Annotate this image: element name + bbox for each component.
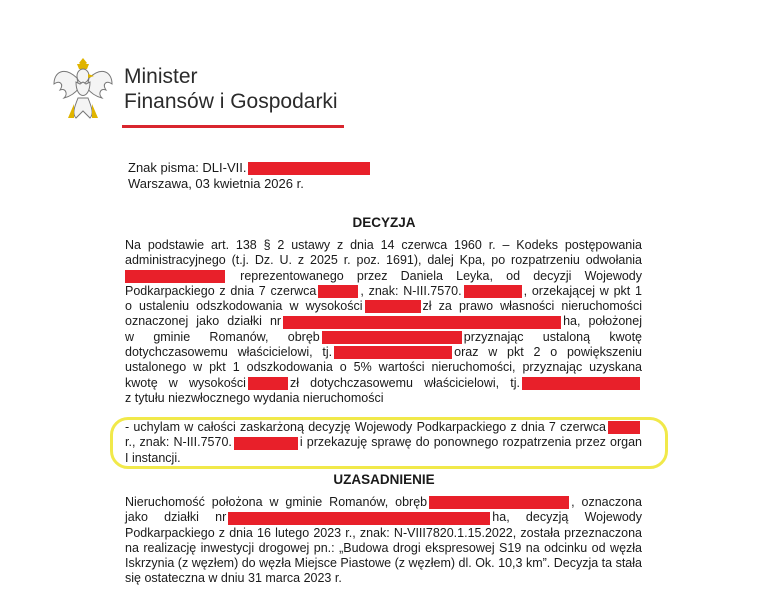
decision-text: przyznając ustaloną kwotę [463, 329, 643, 344]
redaction-box [248, 162, 370, 175]
decision-line: administracyjnego (t.j. Dz. U. z 2025 r. poz. 1691), dalej Kpa, po rozpatrzeniu odwołania [125, 253, 642, 268]
justification-line [125, 510, 642, 525]
decision-text: reprezentowanego przez Daniela Leyka, od decyzji Wojewody [240, 268, 642, 283]
justification-text: Nieruchomość położona w gminie Romanów, obręb [125, 495, 428, 509]
decision-text: , orzekającej w pkt 1 [523, 283, 642, 298]
decision-line [125, 345, 642, 360]
justification-text: , oznaczona [571, 495, 642, 509]
eagle-emblem-icon [52, 56, 114, 126]
decision-text: oraz w pkt 2 o powiększeniu [454, 345, 642, 360]
decision-line [125, 299, 642, 314]
decision-line [125, 284, 642, 299]
redaction-box [522, 377, 640, 390]
redaction-box [608, 421, 640, 434]
decision-line: ustalonego w pkt 1 odszkodowania o 5% wartości nieruchomości, przyznając uzyskana [125, 360, 642, 375]
decision-line: z tytułu niezwłocznego wydania nieruchomości [125, 390, 384, 405]
redaction-box [234, 437, 298, 450]
decision-text: o ustaleniu odszkodowania w wysokości [125, 299, 363, 314]
ruling-text: - uchylam w całości zaskarżoną decyzję Wojewody Podkarpackiego z dnia 7 czerwca [125, 420, 606, 434]
redaction-box [365, 300, 421, 313]
justification-line: Iskrzynia (z węzłem) do węzła Miejsce Piastowe (z węzłem) dl. Ok. 10,3 km”. Decyzja ta stała [125, 556, 642, 571]
ministry-title [124, 64, 338, 114]
decision-line [125, 269, 642, 284]
decision-line [125, 330, 642, 345]
redaction-box [334, 346, 452, 359]
redaction-box [248, 377, 288, 390]
redaction-box [228, 512, 490, 525]
justification-heading: UZASADNIENIE [333, 472, 435, 487]
decision-text: zł dotychczasowemu właścicielowi, tj. [289, 375, 521, 390]
ruling-body [125, 420, 642, 466]
ministry-title-line2: Finansów i Gospodarki [124, 90, 338, 113]
ruling-line: I instancji. [125, 450, 181, 465]
decision-text: zł za prawo własności nieruchomości [422, 299, 642, 314]
justification-line: się ostateczna w dniu 31 marca 2023 r. [125, 571, 342, 586]
decision-text: dotychczasowemu właścicielowi, tj. [125, 345, 333, 360]
redaction-box [283, 316, 561, 329]
decision-line [125, 376, 642, 391]
decision-text: w gminie Romanów, obręb [125, 329, 320, 344]
ruling-text: i przekazuję sprawę do ponownego rozpatrzenia przez organ [299, 435, 643, 450]
decision-text: kwotę w wysokości [125, 375, 246, 390]
ruling-text: r., znak: N-III.7570. [125, 435, 232, 450]
reference-label: Znak pisma: DLI-VII. [128, 160, 247, 175]
decision-text: ha, położonej [563, 314, 642, 329]
decision-text: , znak: N-III.7570. [360, 283, 462, 298]
justification-line [125, 495, 642, 510]
decision-text: oznaczonej jako działki nr [125, 314, 282, 329]
justification-line: na realizację inwestycji drogowej pn.: „Budowa drogi ekspresowej S19 na odcinku od węzła [125, 540, 642, 555]
redaction-box [464, 285, 522, 298]
ruling-line [125, 435, 642, 450]
decision-line [125, 314, 642, 329]
justification-body [125, 495, 642, 587]
ruling-line [125, 420, 642, 435]
justification-text: jako działki nr [125, 510, 227, 525]
header-accent-line [122, 125, 344, 128]
date-line: Warszawa, 03 kwietnia 2026 r. [128, 176, 304, 191]
redaction-box [429, 496, 569, 509]
redaction-box [318, 285, 358, 298]
redaction-box [322, 331, 462, 344]
decision-line: Na podstawie art. 138 § 2 ustawy z dnia 14 czerwca 1960 r. – Kodeks postępowania [125, 238, 642, 252]
decision-heading: DECYZJA [352, 215, 416, 230]
decision-body [125, 238, 642, 406]
reference-line [128, 160, 372, 176]
justification-line: Podkarpackiego z dnia 16 lutego 2023 r., znak: N-VIII7820.1.15.2022, została przeznaczona [125, 525, 642, 540]
document-meta [128, 160, 372, 192]
ministry-title-line1: Minister [124, 65, 198, 88]
decision-text: Podkarpackiego z dnia 7 czerwca [125, 283, 317, 298]
justification-text: ha, decyzją Wojewody [492, 510, 642, 525]
redaction-box [125, 270, 225, 283]
